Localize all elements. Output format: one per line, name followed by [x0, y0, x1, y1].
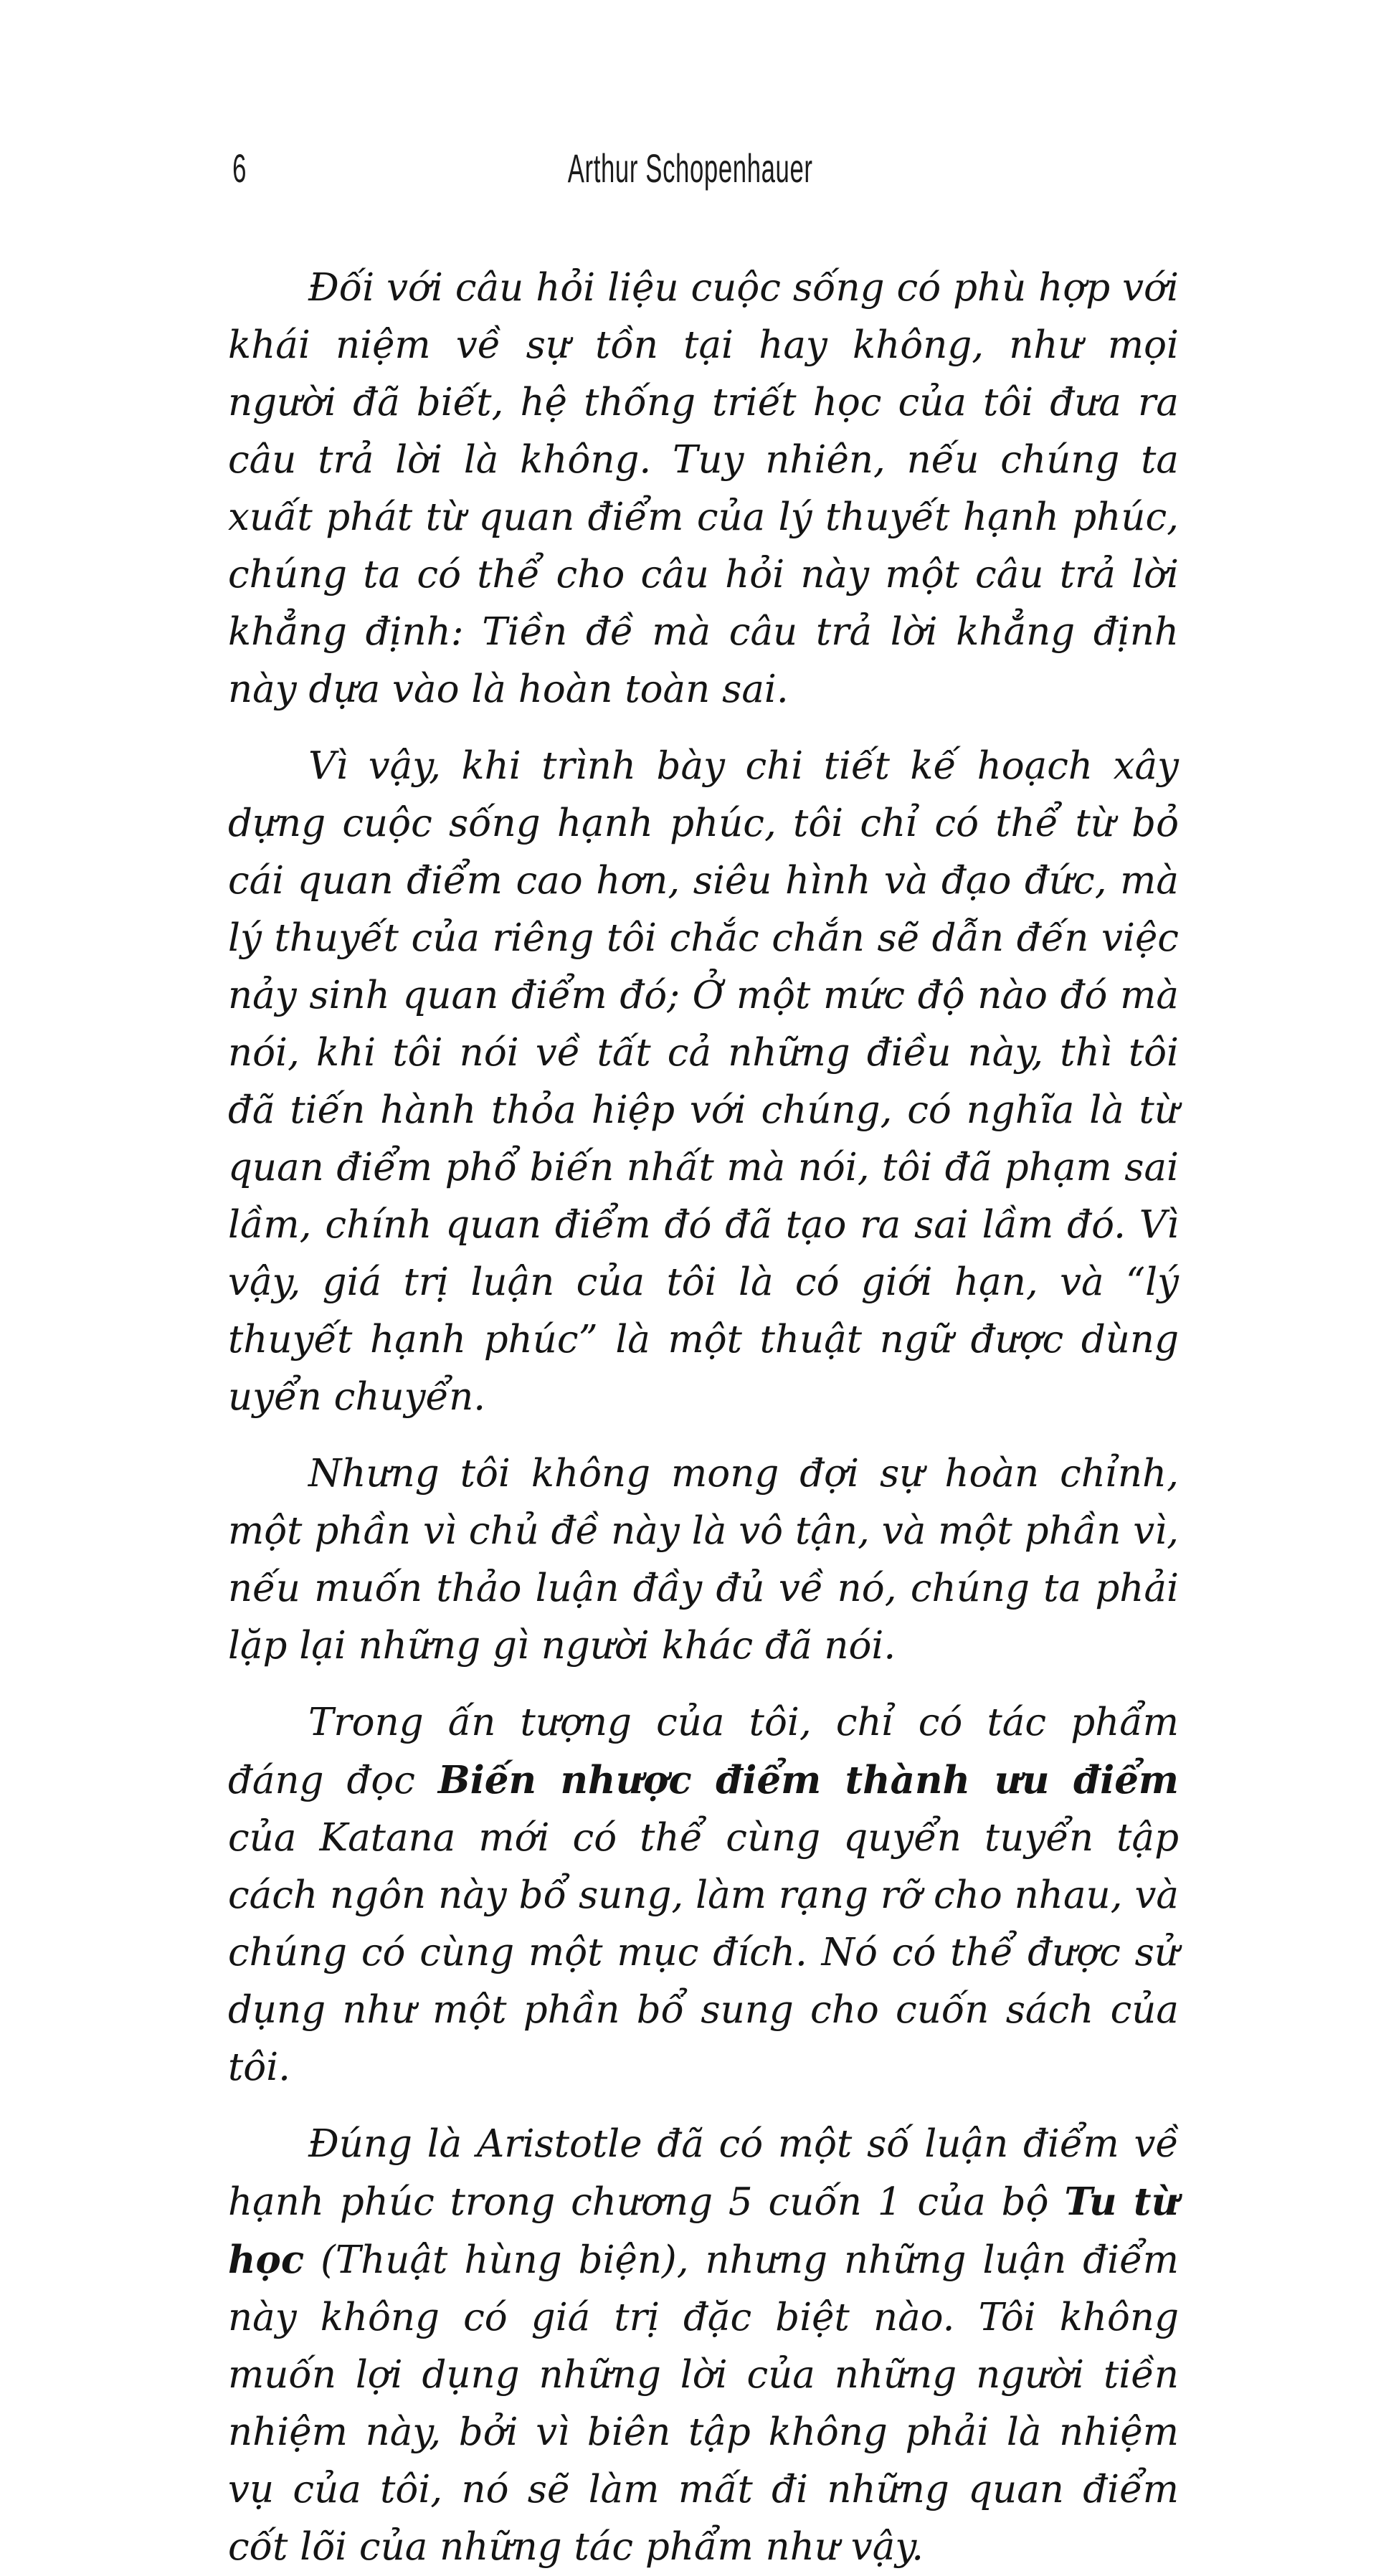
text-run: của Katana mới có thể cùng quyển tuyển tập cách ngôn này bổ sung, làm rạng rỡ cho nhau, và chúng có cùng một mục đích. Nó có thể được sử dụng như một phần bổ sung cho cuốn sách của tôi. — [228, 1816, 1179, 2089]
running-title — [0, 143, 1381, 194]
text-run: Đối với câu hỏi liệu cuộc sống có phù hợp với khái niệm về sự tồn tại hay không, như mọi người đã biết, hệ thống triết học của tôi đưa ra câu trả lời là không. Tuy nhiên, nếu chúng ta xuất phát từ quan điểm của lý thuyết hạnh phúc, chúng ta có thể cho câu hỏi này một câu trả lời khẳng định: Tiền đề mà câu trả lời khẳng định này dựa vào là hoàn toàn sai. — [228, 266, 1179, 711]
paragraph-4 — [228, 1694, 1179, 2096]
paragraph-3 — [228, 1445, 1179, 1675]
page-header — [0, 143, 1381, 194]
page-number-text: 6 — [232, 146, 247, 191]
text-run: Nhưng tôi không mong đợi sự hoàn chỉnh, một phần vì chủ đề này là vô tận, và một phần vì, nếu muốn thảo luận đầy đủ về nó, chúng ta phải lặp lại những gì người khác đã nói. — [228, 1452, 1179, 1668]
paragraph-5 — [228, 2116, 1179, 2576]
paragraph-2 — [228, 738, 1179, 1426]
book-title-emphasis: Biến nhược điểm thành ưu điểm — [437, 1758, 1180, 1802]
page-body — [228, 260, 1179, 2576]
text-run: Trong ấn tượng của tôi, chỉ có tác phẩm đáng đọc — [228, 1701, 1179, 1802]
text-run: Đúng là Aristotle đã có một số luận điểm về hạnh phúc trong chương 5 cuốn 1 của bộ — [228, 2122, 1179, 2224]
text-run: (Thuật hùng biện), nhưng những luận điểm này không có giá trị đặc biệt nào. Tôi không muốn lợi dụng những lời của những người tiền nhiệm này, bởi vì biên tập không phải là nhiệm vụ của tôi, nó sẽ làm mất đi những quan điểm cốt lõi của những tác phẩm như vậy. — [228, 2238, 1179, 2569]
paragraph-1 — [228, 260, 1179, 718]
book-title-emphasis: Tu từ học — [228, 2180, 1179, 2282]
running-title-text: Arthur Schopenhauer — [568, 146, 813, 191]
text-run: Vì vậy, khi trình bày chi tiết kế hoạch xây dựng cuộc sống hạnh phúc, tôi chỉ có thể từ bỏ cái quan điểm cao hơn, siêu hình và đạo đức, mà lý thuyết của riêng tôi chắc chắn sẽ dẫn đến việc nảy sinh quan điểm đó; Ở một mức độ nào đó mà nói, khi tôi nói về tất cả những điều này, thì tôi đã tiến hành thỏa hiệp với chúng, có nghĩa là từ quan điểm phổ biến nhất mà nói, tôi đã phạm sai lầm, chính quan điểm đó đã tạo ra sai lầm đó. Vì vậy, giá trị luận của tôi là có giới hạn, và “lý thuyết hạnh phúc” là một thuật ngữ được dùng uyển chuyển. — [228, 744, 1179, 1419]
